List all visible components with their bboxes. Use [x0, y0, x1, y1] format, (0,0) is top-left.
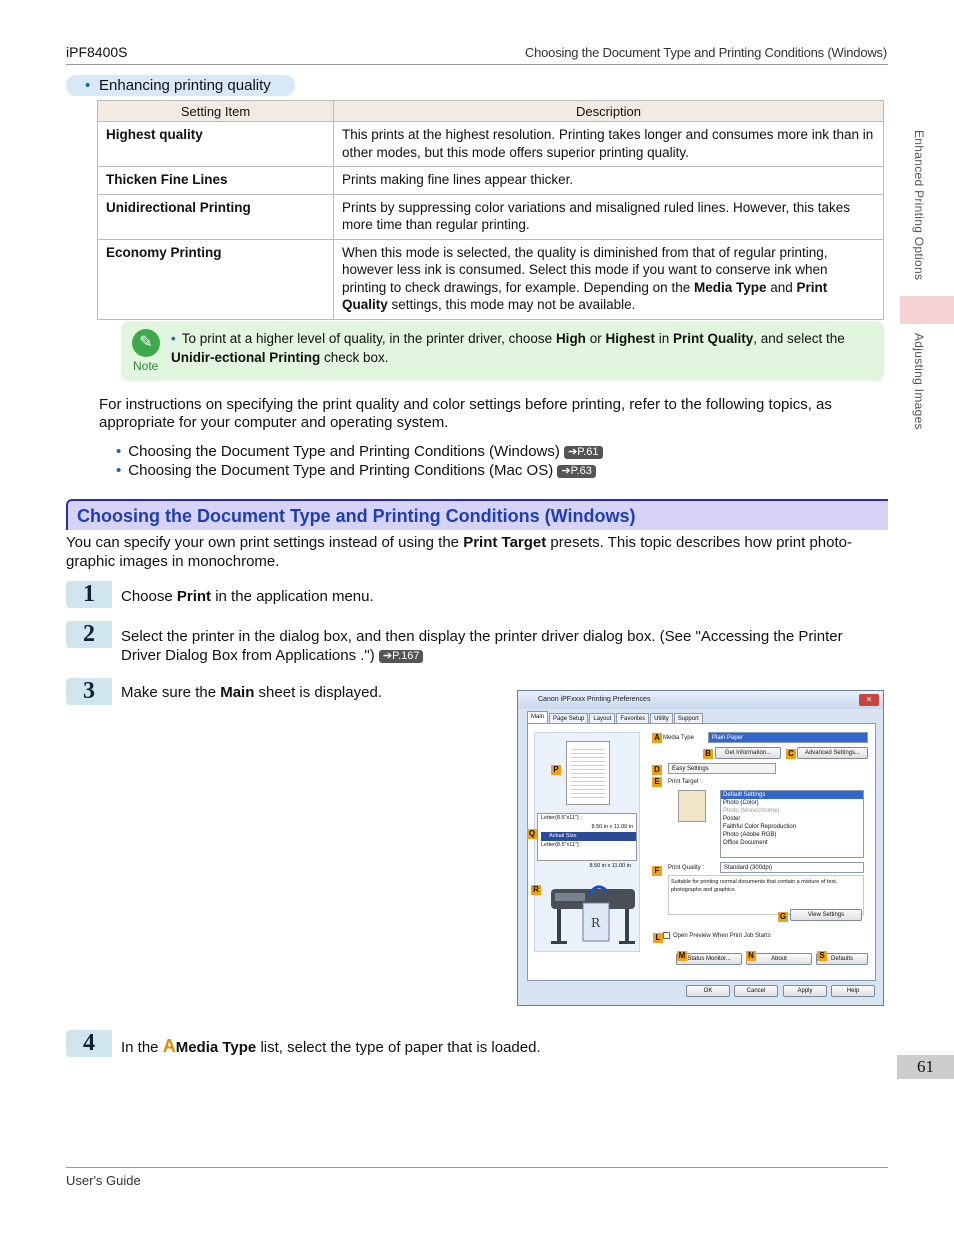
advanced-settings-button[interactable]: Advanced Settings...	[797, 747, 868, 759]
callout-b: B	[703, 749, 713, 759]
defaults-button[interactable]: Defaults	[816, 953, 868, 965]
table-row: Unidirectional Printing Prints by suppressing color variations and misaligned ruled lines. However, this takes more time than regular printing.	[98, 194, 884, 239]
page-ref[interactable]: ➔P.63	[557, 465, 595, 478]
print-quality-select[interactable]: Standard (300dpi)	[720, 862, 864, 873]
tab-main[interactable]: Main	[527, 711, 548, 723]
list-item[interactable]: Poster	[723, 816, 741, 822]
about-button[interactable]: About	[746, 953, 812, 965]
step-number: 2	[66, 621, 112, 648]
table-header: Description	[334, 101, 884, 122]
preview-panel: Letter(8.5"x11") : 8.50 in x 11.00 in Actual Size Letter(8.5"x11") : 8.50 in x 11.00 in R	[534, 732, 640, 952]
print-target-list[interactable]	[720, 790, 864, 858]
callout-n: N	[746, 951, 756, 961]
callout-f: F	[652, 866, 662, 876]
step-number: 3	[66, 678, 112, 705]
status-monitor-button[interactable]: Status Monitor...	[676, 953, 742, 965]
step-number: 4	[66, 1030, 112, 1057]
link-macos[interactable]: • Choosing the Document Type and Printing Conditions (Mac OS) ➔P.63	[116, 462, 596, 479]
print-quality-label: Print Quality :	[668, 865, 705, 871]
bullet-icon: •	[171, 331, 176, 346]
page-preview	[566, 741, 610, 805]
page-number: 61	[897, 1055, 954, 1079]
callout-r: R	[531, 885, 541, 895]
step-text: Choose Print in the application menu.	[121, 588, 374, 605]
dialog-tabs	[527, 711, 703, 723]
callout-l: L	[653, 933, 663, 943]
callout-a: A	[652, 733, 662, 743]
list-item[interactable]: Office Document	[723, 840, 768, 846]
close-icon[interactable]: ✕	[859, 694, 879, 706]
view-settings-button[interactable]: View Settings	[790, 909, 862, 921]
bullet-icon: •	[85, 77, 91, 94]
callout-e: E	[652, 777, 662, 787]
dialog-body	[527, 723, 876, 981]
note-text: • To print at a higher level of quality, in the printer driver, choose High or Highest in Print Quality, and select the Unidir-ectional Printing check box.	[171, 331, 845, 365]
sidebar-active-tab	[900, 296, 954, 324]
callout-c: C	[786, 749, 796, 759]
pencil-icon: ✎	[132, 329, 160, 357]
tab-support[interactable]: Support	[674, 713, 703, 723]
media-type-label: Media Type	[663, 735, 694, 741]
printer-illustration	[545, 875, 641, 949]
sidebar-chapter[interactable]: Enhanced Printing Options	[912, 130, 926, 281]
step-number: 1	[66, 581, 112, 608]
list-item[interactable]: Faithful Color Reproduction	[723, 824, 797, 830]
callout-d: D	[652, 765, 662, 775]
topic-pill: • Enhancing printing quality	[66, 75, 295, 96]
callout-s: S	[817, 951, 827, 961]
callout-p: P	[551, 765, 561, 775]
list-item[interactable]: Photo (Monochrome)	[723, 808, 780, 814]
target-thumbnail	[678, 790, 706, 822]
footer-text: User's Guide	[66, 1173, 141, 1188]
tab-page-setup[interactable]: Page Setup	[549, 713, 588, 723]
sidebar-subchapter[interactable]: Adjusting Images	[912, 333, 926, 430]
print-target-label: Print Target :	[668, 779, 702, 785]
table-header: Setting Item	[98, 101, 334, 122]
apply-button[interactable]: Apply	[783, 985, 827, 997]
printing-preferences-dialog	[517, 690, 884, 1006]
ok-button[interactable]: OK	[686, 985, 730, 997]
note-label: Note	[133, 359, 159, 373]
tab-layout[interactable]: Layout	[589, 713, 615, 723]
callout-q: Q	[528, 829, 536, 838]
svg-text:R: R	[591, 916, 601, 930]
running-header: Choosing the Document Type and Printing Conditions (Windows)	[524, 45, 887, 60]
header-rule	[66, 64, 888, 65]
media-type-select[interactable]: Plain Paper	[708, 732, 868, 743]
list-item[interactable]: Default Settings	[721, 791, 863, 799]
bullet-icon: •	[116, 443, 122, 460]
step-text: Make sure the Main sheet is displayed.	[121, 684, 382, 701]
tab-utility[interactable]: Utility	[650, 713, 673, 723]
step-text: In the AMedia Type list, select the type of paper that is loaded.	[121, 1036, 541, 1056]
link-windows[interactable]: • Choosing the Document Type and Printing Conditions (Windows) ➔P.61	[116, 443, 603, 460]
step-text: Select the printer in the dialog box, and then display the printer driver dialog box. (See "Accessing the Printer Driver Dialog Box from Applications .") ➔P.167	[121, 628, 843, 664]
table-row: Economy Printing When this mode is selected, the quality is diminished from that of regular printing, however less ink is consumed. Select this mode if you want to conserve ink when printing to check drawings, for example. Depending on the Media Type and Print Quality settings, this mode may not be available.	[98, 239, 884, 319]
page-ref[interactable]: ➔P.167	[379, 650, 424, 663]
intro-text: You can specify your own print settings instead of using the Print Target presets. This topic describes how print photo-graphic images in monochrome.	[66, 534, 852, 570]
list-item[interactable]: Photo (Color)	[723, 800, 759, 806]
quality-description: Suitable for printing normal documents that contain a mixture of text, photographs and graphics.	[668, 875, 864, 915]
callout-g: G	[779, 912, 787, 921]
instructions-text: For instructions on specifying the print quality and color settings before printing, refer to the following topics, as appropriate for your computer and operating system.	[99, 396, 832, 431]
cancel-button[interactable]: Cancel	[734, 985, 778, 997]
page-ref[interactable]: ➔P.61	[564, 446, 602, 459]
paper-size-box: Letter(8.5"x11") : 8.50 in x 11.00 in Actual Size Letter(8.5"x11") :	[537, 813, 637, 861]
section-heading: Choosing the Document Type and Printing Conditions (Windows)	[66, 499, 888, 530]
model-name: iPF8400S	[66, 44, 128, 60]
dialog-title: Canon iPFxxxx Printing Preferences	[518, 691, 883, 709]
bullet-icon: •	[116, 462, 122, 479]
list-item[interactable]: Photo (Adobe RGB)	[723, 832, 777, 838]
footer-rule	[66, 1167, 888, 1168]
tab-favorites[interactable]: Favorites	[616, 713, 649, 723]
table-row: Highest quality This prints at the highest resolution. Printing takes longer and consumes more ink than in other modes, but this mode offers superior printing quality.	[98, 122, 884, 167]
easy-settings-select[interactable]: Easy Settings	[668, 763, 776, 774]
get-information-button[interactable]: Get Information...	[715, 747, 781, 759]
preview-checkbox[interactable]	[663, 932, 670, 939]
table-row: Thicken Fine Lines Prints making fine lines appear thicker.	[98, 167, 884, 195]
help-button[interactable]: Help	[831, 985, 875, 997]
preview-checkbox-label: Open Preview When Print Job Starts	[673, 933, 771, 939]
callout-m: M	[678, 951, 686, 960]
settings-table	[97, 100, 884, 320]
